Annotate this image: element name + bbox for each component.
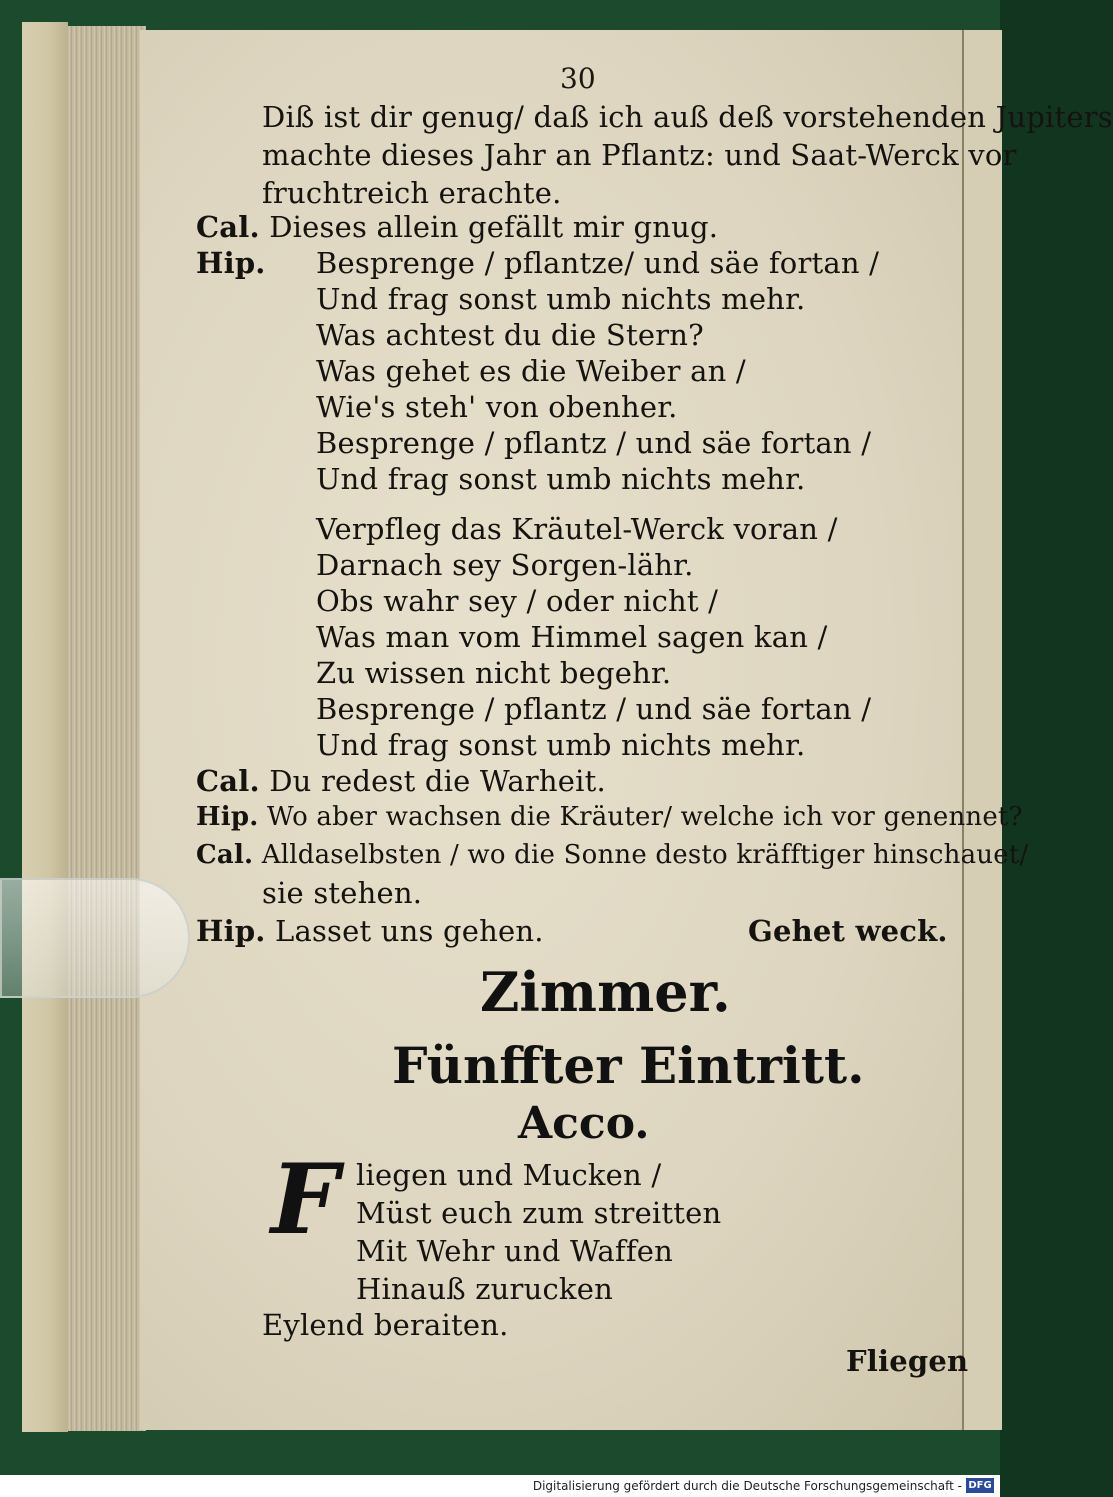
text-line-3 (262, 176, 562, 210)
facing-page-edge (962, 30, 1002, 1430)
line-text: Lasset uns gehen. (275, 914, 544, 948)
text-line-10 (316, 426, 871, 460)
text-line-8 (316, 354, 746, 388)
character-name: Acco. (518, 1098, 650, 1149)
speaker-label: Cal. (196, 764, 260, 798)
line-text: Was achtest du die Stern? (316, 318, 704, 352)
speaker-label: Hip. (196, 246, 266, 280)
verse-line-1: liegen und Mucken / (356, 1158, 662, 1192)
speaker-label: Cal. (196, 210, 260, 244)
text-line-13 (316, 548, 693, 582)
line-text: Alldaselbsten / wo die Sonne desto kräfftiger hinschauet/ (261, 840, 1029, 870)
text-line-6 (316, 282, 805, 316)
text-line-9 (316, 390, 678, 424)
footer-credit-text: Digitalisierung gefördert durch die Deutsche Forschungsgemeinschaft - (532, 1479, 962, 1493)
text-line-21 (196, 840, 1028, 870)
book-cover-edge (22, 22, 68, 1432)
verse-line-4: Hinauß zurucken (356, 1272, 613, 1306)
line-text: Besprenge / pflantz / und säe fortan / (316, 426, 872, 460)
text-line-20 (196, 802, 1023, 832)
verse-line-5: Eylend beraiten. (262, 1308, 509, 1342)
line-text: machte dieses Jahr an Pflantz: und Saat-Werck vor (262, 138, 1017, 172)
glass-page-weight (0, 878, 190, 998)
line-text: Obs wahr sey / oder nicht / (316, 584, 719, 618)
line-text: fruchtreich erachte. (262, 176, 562, 210)
line-text: Zu wissen nicht begehr. (316, 656, 672, 690)
line-text: Und frag sonst umb nichts mehr. (316, 728, 806, 762)
text-line-12 (316, 512, 838, 546)
text-line-11 (316, 462, 805, 496)
line-text: Was gehet es die Weiber an / (316, 354, 746, 388)
footer-bar (0, 1475, 1000, 1497)
text-line-5 (196, 246, 879, 280)
text-line-2 (262, 138, 1017, 172)
drop-cap-initial: F (270, 1143, 340, 1256)
speaker-label: Hip. (196, 914, 266, 948)
line-text: Besprenge / pflantze/ und säe fortan / (316, 246, 880, 280)
text-line-18 (316, 728, 805, 762)
catchword: Fliegen (846, 1344, 969, 1378)
line-text: Wo aber wachsen die Kräuter/ welche ich vor genennet? (266, 802, 1023, 832)
line-text: Besprenge / pflantz / und säe fortan / (316, 692, 872, 726)
speaker-label: Cal. (196, 840, 254, 870)
line-text: Dieses allein gefällt mir gnug. (269, 210, 719, 244)
line-text: Du redest die Warheit. (269, 764, 606, 798)
line-text: Diß ist dir genug/ daß ich auß deß vorstehenden Jupiters (262, 100, 1113, 134)
stage-direction: Gehet weck. (748, 914, 948, 948)
text-line-4 (196, 210, 718, 244)
entry-title: Fünffter Eintritt. (392, 1036, 865, 1095)
line-text: Und frag sonst umb nichts mehr. (316, 282, 806, 316)
verse-line-2: Müst euch zum streitten (356, 1196, 722, 1230)
text-line-16 (316, 656, 671, 690)
text-line-14 (316, 584, 718, 618)
speaker-label: Hip. (196, 802, 259, 832)
text-line-1 (262, 100, 1113, 134)
line-text: Was man vom Himmel sagen kan / (316, 620, 828, 654)
verse-line-3: Mit Wehr und Waffen (356, 1234, 674, 1268)
line-text: Und frag sonst umb nichts mehr. (316, 462, 806, 496)
text-line-22 (262, 876, 422, 910)
text-line-15 (316, 620, 827, 654)
page-stack-edge (68, 26, 146, 1431)
line-text: sie stehen. (262, 876, 423, 910)
text-line-19 (196, 764, 606, 798)
text-line-17 (316, 692, 871, 726)
scene-title: Zimmer. (480, 960, 731, 1024)
line-text: Darnach sey Sorgen-lähr. (316, 548, 694, 582)
line-text: Wie's steh' von obenher. (316, 390, 678, 424)
text-line-7 (316, 318, 704, 352)
line-text: Verpfleg das Kräutel-Werck voran / (316, 512, 838, 546)
dfg-logo-icon: DFG (966, 1478, 994, 1493)
page-number: 30 (560, 62, 596, 95)
text-line-23 (196, 914, 544, 948)
